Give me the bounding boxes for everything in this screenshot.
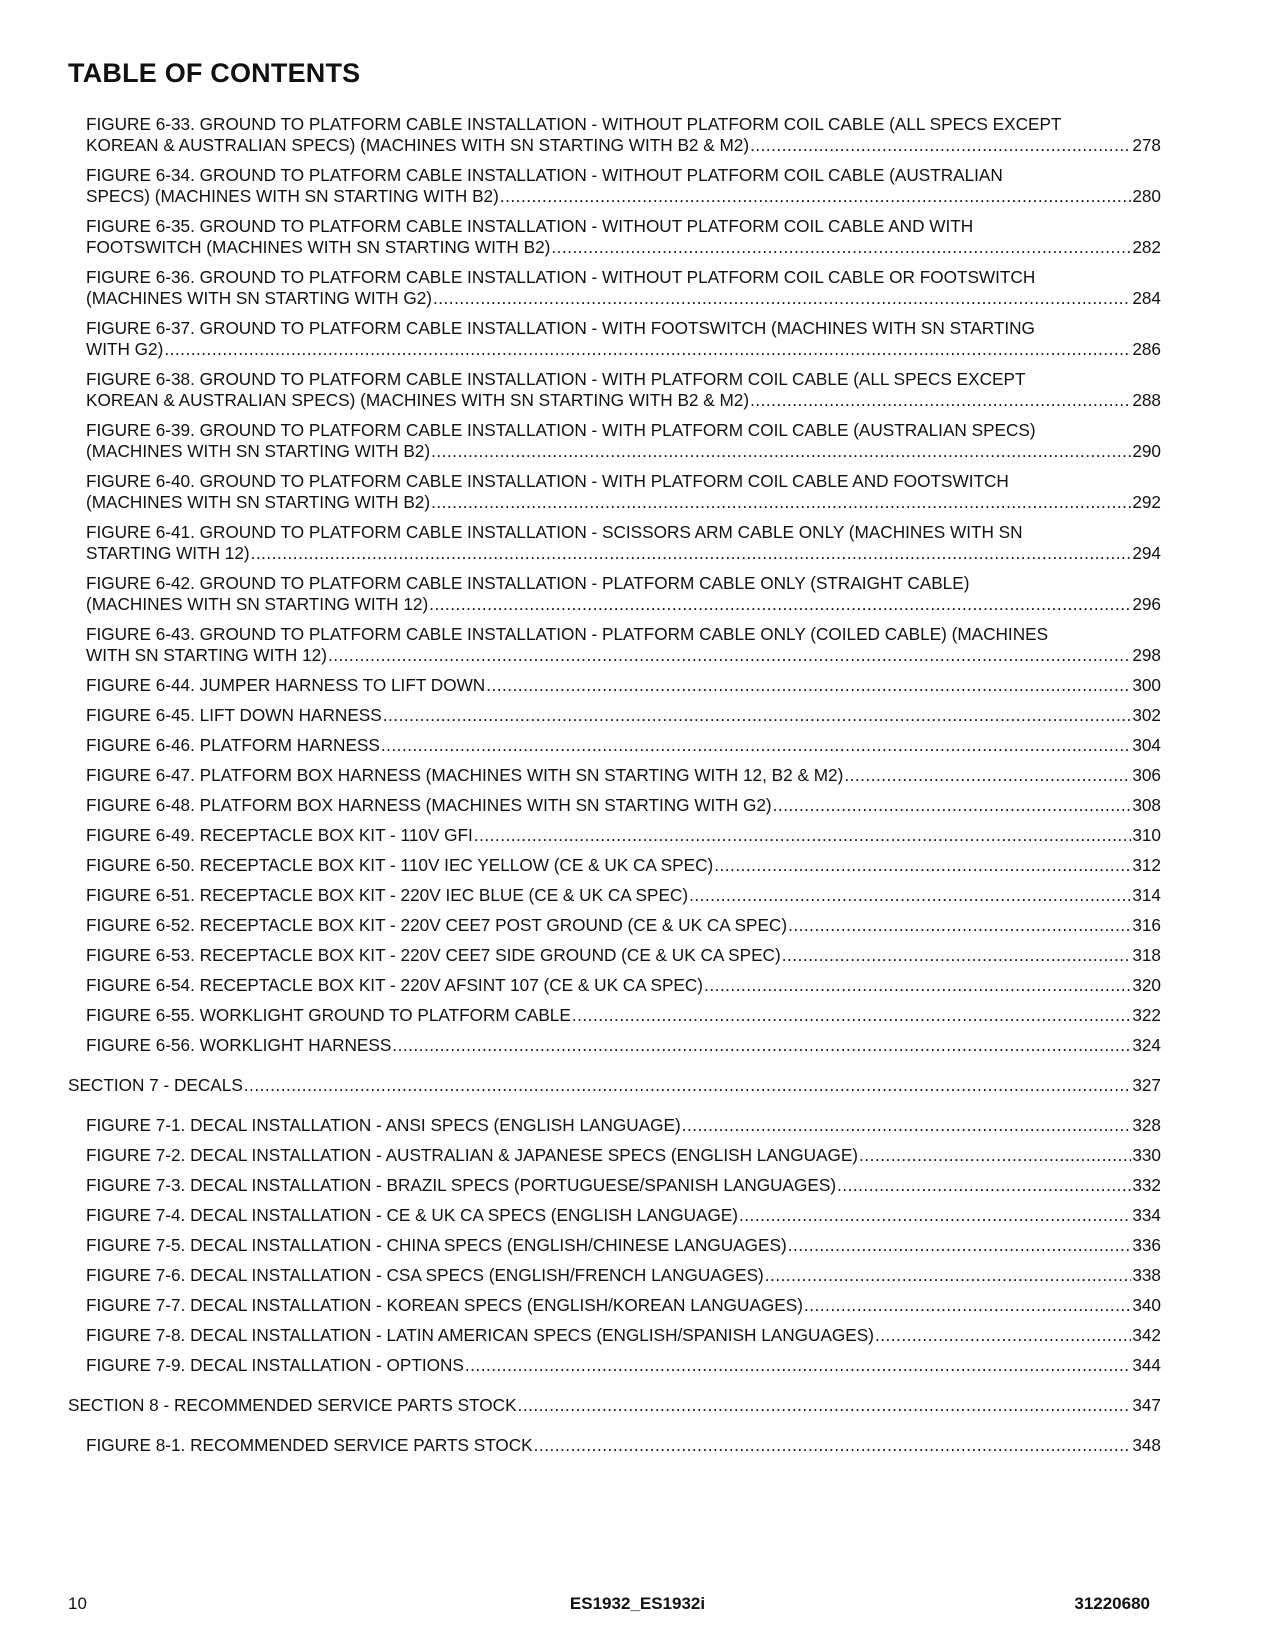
toc-page-number: 318 <box>1132 945 1161 965</box>
dot-leader <box>788 1235 1132 1256</box>
dot-leader <box>433 288 1131 309</box>
dot-leader <box>164 339 1131 360</box>
toc-page-number: 328 <box>1132 1115 1161 1135</box>
dot-leader <box>782 945 1132 966</box>
toc-figure-entry[interactable] <box>86 573 1161 615</box>
toc-entry-row <box>86 825 1161 846</box>
dot-leader <box>244 1075 1132 1096</box>
toc-entry-text: FIGURE 6-34. GROUND TO PLATFORM CABLE INSTALLATION - WITHOUT PLATFORM COIL CABLE (AUSTRALIAN <box>86 165 1003 185</box>
toc-entry-row <box>86 675 1161 696</box>
toc-entry-row <box>86 915 1161 936</box>
toc-page-number: 292 <box>1132 492 1161 512</box>
toc-entry-row <box>86 1205 1161 1226</box>
toc-entry-text: FIGURE 6-45. LIFT DOWN HARNESS <box>86 705 382 725</box>
toc-page-number: 342 <box>1132 1325 1161 1345</box>
toc-page-number: 334 <box>1132 1205 1161 1225</box>
dot-leader <box>328 645 1131 666</box>
toc-figure-entry[interactable] <box>86 915 1161 936</box>
toc-entry-row <box>86 237 1161 258</box>
dot-leader <box>383 705 1132 726</box>
toc-entry-text: STARTING WITH 12) <box>86 543 250 563</box>
toc-page-number: 298 <box>1132 645 1161 665</box>
toc-entry-text: FIGURE 8-1. RECOMMENDED SERVICE PARTS STOCK <box>86 1435 533 1455</box>
toc-page-number: 324 <box>1132 1035 1161 1055</box>
toc-entry-text: FIGURE 6-41. GROUND TO PLATFORM CABLE INSTALLATION - SCISSORS ARM CABLE ONLY (MACHINES WITH SN <box>86 522 1023 542</box>
toc-entry-row <box>86 1035 1161 1056</box>
toc-figure-entry[interactable] <box>86 318 1161 360</box>
toc-entry-row <box>86 765 1161 786</box>
toc-entry-text: FIGURE 7-8. DECAL INSTALLATION - LATIN AMERICAN SPECS (ENGLISH/SPANISH LANGUAGES) <box>86 1325 874 1345</box>
toc-entry-text: FIGURE 7-9. DECAL INSTALLATION - OPTIONS <box>86 1355 464 1375</box>
toc-page-number: 327 <box>1132 1075 1161 1095</box>
toc-page-number: 348 <box>1132 1435 1161 1455</box>
toc-entry-row <box>86 855 1161 876</box>
toc-entry-text: FIGURE 6-37. GROUND TO PLATFORM CABLE INSTALLATION - WITH FOOTSWITCH (MACHINES WITH SN STARTING <box>86 318 1035 338</box>
dot-leader <box>392 1035 1131 1056</box>
dot-leader <box>750 135 1131 156</box>
toc-page-number: 320 <box>1132 975 1161 995</box>
toc-figure-entry[interactable] <box>86 1115 1161 1136</box>
toc-figure-entry[interactable] <box>86 522 1161 564</box>
toc-entry-text: FIGURE 6-39. GROUND TO PLATFORM CABLE INSTALLATION - WITH PLATFORM COIL CABLE (AUSTRALIAN SPECS) <box>86 420 1036 440</box>
toc-figure-entry[interactable] <box>86 795 1161 816</box>
toc-figure-entry[interactable] <box>86 1145 1161 1166</box>
toc-entry-text: FIGURE 7-5. DECAL INSTALLATION - CHINA SPECS (ENGLISH/CHINESE LANGUAGES) <box>86 1235 787 1255</box>
page-title: TABLE OF CONTENTS <box>68 58 361 88</box>
toc-entry-row <box>86 1175 1161 1196</box>
toc-figure-entry[interactable] <box>86 420 1161 462</box>
toc-entry-text: KOREAN & AUSTRALIAN SPECS) (MACHINES WITH SN STARTING WITH B2 & M2) <box>86 135 750 155</box>
toc-entry-text: FIGURE 6-52. RECEPTACLE BOX KIT - 220V CEE7 POST GROUND (CE & UK CA SPEC) <box>86 915 788 935</box>
toc-page-number: 330 <box>1132 1145 1161 1165</box>
toc-figure-entry[interactable] <box>86 1005 1161 1026</box>
toc-entry-row <box>86 975 1161 996</box>
toc-entry-text: FIGURE 7-3. DECAL INSTALLATION - BRAZIL SPECS (PORTUGUESE/SPANISH LANGUAGES) <box>86 1175 837 1195</box>
toc-page-number: 347 <box>1132 1395 1161 1415</box>
toc-entry-text: (MACHINES WITH SN STARTING WITH B2) <box>86 441 431 461</box>
dot-leader <box>431 492 1131 513</box>
toc-page-number: 278 <box>1132 135 1161 155</box>
toc-entry-row <box>86 1115 1161 1136</box>
toc-page-number: 290 <box>1132 441 1161 461</box>
dot-leader <box>381 735 1131 756</box>
toc-page-number: 302 <box>1132 705 1161 725</box>
toc-entry-row <box>86 186 1161 207</box>
dot-leader <box>714 855 1131 876</box>
toc-page-number: 310 <box>1132 825 1161 845</box>
toc-entry-row <box>68 1075 1161 1096</box>
toc-figure-entry[interactable] <box>86 765 1161 786</box>
dot-leader <box>804 1295 1131 1316</box>
toc-entry-text: SPECS) (MACHINES WITH SN STARTING WITH B2) <box>86 186 499 206</box>
toc-entry-text: WITH G2) <box>86 339 164 359</box>
toc-page-number: 280 <box>1132 186 1161 206</box>
toc-page-number: 286 <box>1132 339 1161 359</box>
toc-entry-text: FIGURE 6-54. RECEPTACLE BOX KIT - 220V AFSINT 107 (CE & UK CA SPEC) <box>86 975 704 995</box>
table-of-contents <box>0 114 1275 1456</box>
toc-figure-entry[interactable] <box>86 165 1161 207</box>
toc-figure-entry[interactable] <box>86 855 1161 876</box>
dot-leader <box>572 1005 1131 1026</box>
toc-entry-row <box>86 645 1161 666</box>
toc-page-number: 344 <box>1132 1355 1161 1375</box>
toc-entry-text: FIGURE 6-43. GROUND TO PLATFORM CABLE INSTALLATION - PLATFORM CABLE ONLY (COILED CABLE) (MACHINES <box>86 624 1049 644</box>
toc-entry-row <box>86 795 1161 816</box>
toc-entry-text: FIGURE 6-56. WORKLIGHT HARNESS <box>86 1035 392 1055</box>
toc-figure-entry[interactable] <box>86 1265 1161 1286</box>
toc-entry-row <box>86 339 1161 360</box>
toc-figure-entry[interactable] <box>86 624 1161 666</box>
toc-entry-row <box>86 1435 1161 1456</box>
toc-page-number: 294 <box>1132 543 1161 563</box>
toc-figure-entry[interactable] <box>86 1435 1161 1456</box>
toc-entry-text: FIGURE 6-51. RECEPTACLE BOX KIT - 220V IEC BLUE (CE & UK CA SPEC) <box>86 885 689 905</box>
dot-leader <box>251 543 1132 564</box>
footer-page-number: 10 <box>68 1594 87 1613</box>
toc-entry-text: FIGURE 6-36. GROUND TO PLATFORM CABLE INSTALLATION - WITHOUT PLATFORM COIL CABLE OR FOOTSWITCH <box>86 267 1036 287</box>
toc-entry-row <box>86 1265 1161 1286</box>
toc-page-number: 336 <box>1132 1235 1161 1255</box>
toc-page-number: 322 <box>1132 1005 1161 1025</box>
toc-entry-row <box>86 543 1161 564</box>
dot-leader <box>765 1265 1132 1286</box>
toc-figure-entry[interactable] <box>86 216 1161 258</box>
toc-entry-row <box>86 705 1161 726</box>
toc-entry-text: KOREAN & AUSTRALIAN SPECS) (MACHINES WITH SN STARTING WITH B2 & M2) <box>86 390 750 410</box>
dot-leader <box>837 1175 1131 1196</box>
toc-page-number: 316 <box>1132 915 1161 935</box>
toc-entry-row <box>86 885 1161 906</box>
toc-page-number: 314 <box>1132 885 1161 905</box>
dot-leader <box>704 975 1131 996</box>
toc-entry-text: FIGURE 7-2. DECAL INSTALLATION - AUSTRALIAN & JAPANESE SPECS (ENGLISH LANGUAGE) <box>86 1145 859 1165</box>
toc-entry-row <box>86 735 1161 756</box>
dot-leader <box>773 795 1132 816</box>
toc-entry-text: SECTION 8 - RECOMMENDED SERVICE PARTS STOCK <box>68 1395 517 1415</box>
toc-section-entry[interactable] <box>68 1075 1161 1096</box>
toc-figure-entry[interactable] <box>86 975 1161 996</box>
toc-page-number: 296 <box>1132 594 1161 614</box>
dot-leader <box>486 675 1131 696</box>
toc-entry-row <box>86 1295 1161 1316</box>
dot-leader <box>518 1395 1132 1416</box>
toc-entry-text: (MACHINES WITH SN STARTING WITH 12) <box>86 594 429 614</box>
toc-entry-text: (MACHINES WITH SN STARTING WITH B2) <box>86 492 431 512</box>
toc-entry-text: FIGURE 7-4. DECAL INSTALLATION - CE & UK CA SPECS (ENGLISH LANGUAGE) <box>86 1205 738 1225</box>
toc-entry-row <box>86 492 1161 513</box>
toc-entry-row <box>86 390 1161 411</box>
toc-entry-row <box>86 288 1161 309</box>
toc-figure-entry[interactable] <box>86 1325 1161 1346</box>
toc-figure-entry[interactable] <box>86 1235 1161 1256</box>
toc-entry-text: SECTION 7 - DECALS <box>68 1075 243 1095</box>
dot-leader <box>551 237 1131 258</box>
footer-model: ES1932_ES1932i <box>569 1594 706 1613</box>
toc-page-number: 304 <box>1132 735 1161 755</box>
toc-page-number: 338 <box>1132 1265 1161 1285</box>
toc-figure-entry[interactable] <box>86 735 1161 756</box>
toc-entry-row <box>86 441 1161 462</box>
toc-figure-entry[interactable] <box>86 945 1161 966</box>
dot-leader <box>689 885 1131 906</box>
toc-entry-text: FIGURE 6-49. RECEPTACLE BOX KIT - 110V GFI <box>86 825 473 845</box>
dot-leader <box>859 1145 1131 1166</box>
dot-leader <box>739 1205 1131 1226</box>
toc-entry-text: FIGURE 6-55. WORKLIGHT GROUND TO PLATFORM CABLE <box>86 1005 571 1025</box>
toc-entry-text: FIGURE 6-40. GROUND TO PLATFORM CABLE INSTALLATION - WITH PLATFORM COIL CABLE AND FOOTSWITCH <box>86 471 1009 491</box>
toc-entry-text: FIGURE 6-47. PLATFORM BOX HARNESS (MACHINES WITH SN STARTING WITH 12, B2 & M2) <box>86 765 844 785</box>
toc-page-number: 340 <box>1132 1295 1161 1315</box>
toc-entry-row <box>86 1005 1161 1026</box>
toc-entry-row <box>86 1355 1161 1376</box>
toc-entry-text: FIGURE 7-7. DECAL INSTALLATION - KOREAN SPECS (ENGLISH/KOREAN LANGUAGES) <box>86 1295 803 1315</box>
dot-leader <box>431 441 1131 462</box>
toc-figure-entry[interactable] <box>86 1175 1161 1196</box>
dot-leader <box>750 390 1131 411</box>
dot-leader <box>844 765 1131 786</box>
toc-entry-row <box>68 1395 1161 1416</box>
dot-leader <box>429 594 1131 615</box>
toc-entry-text: FIGURE 6-48. PLATFORM BOX HARNESS (MACHINES WITH SN STARTING WITH G2) <box>86 795 772 815</box>
dot-leader <box>788 915 1131 936</box>
toc-entry-row <box>86 1325 1161 1346</box>
toc-figure-entry[interactable] <box>86 1355 1161 1376</box>
toc-figure-entry[interactable] <box>86 705 1161 726</box>
toc-entry-text: FIGURE 7-6. DECAL INSTALLATION - CSA SPECS (ENGLISH/FRENCH LANGUAGES) <box>86 1265 764 1285</box>
toc-figure-entry[interactable] <box>86 267 1161 309</box>
toc-entry-text: FIGURE 7-1. DECAL INSTALLATION - ANSI SPECS (ENGLISH LANGUAGE) <box>86 1115 681 1135</box>
dot-leader <box>474 825 1131 846</box>
toc-entry-text: FIGURE 6-42. GROUND TO PLATFORM CABLE INSTALLATION - PLATFORM CABLE ONLY (STRAIGHT CABLE) <box>86 573 970 593</box>
toc-figure-entry[interactable] <box>86 1035 1161 1056</box>
toc-entry-text: FIGURE 6-50. RECEPTACLE BOX KIT - 110V IEC YELLOW (CE & UK CA SPEC) <box>86 855 714 875</box>
toc-entry-row <box>86 135 1161 156</box>
toc-entry-text: FIGURE 6-33. GROUND TO PLATFORM CABLE INSTALLATION - WITHOUT PLATFORM COIL CABLE (ALL SPECS EXCEPT <box>86 114 1062 134</box>
dot-leader <box>534 1435 1132 1456</box>
toc-page-number: 306 <box>1132 765 1161 785</box>
dot-leader <box>465 1355 1131 1376</box>
toc-entry-text: FIGURE 6-44. JUMPER HARNESS TO LIFT DOWN <box>86 675 486 695</box>
dot-leader <box>500 186 1131 207</box>
toc-figure-entry[interactable] <box>86 825 1161 846</box>
toc-figure-entry[interactable] <box>86 114 1161 156</box>
toc-figure-entry[interactable] <box>86 1205 1161 1226</box>
toc-page-number: 288 <box>1132 390 1161 410</box>
toc-section-entry[interactable] <box>68 1395 1161 1416</box>
toc-entry-text: WITH SN STARTING WITH 12) <box>86 645 327 665</box>
toc-page-number: 312 <box>1132 855 1161 875</box>
toc-figure-entry[interactable] <box>86 885 1161 906</box>
toc-entry-row <box>86 594 1161 615</box>
toc-entry-text: FOOTSWITCH (MACHINES WITH SN STARTING WITH B2) <box>86 237 551 257</box>
toc-figure-entry[interactable] <box>86 675 1161 696</box>
toc-page-number: 300 <box>1132 675 1161 695</box>
toc-figure-entry[interactable] <box>86 1295 1161 1316</box>
footer-doc-number: 31220680 <box>1074 1594 1150 1613</box>
dot-leader <box>875 1325 1131 1346</box>
toc-entry-text: FIGURE 6-53. RECEPTACLE BOX KIT - 220V CEE7 SIDE GROUND (CE & UK CA SPEC) <box>86 945 781 965</box>
toc-page-number: 284 <box>1132 288 1161 308</box>
toc-page-number: 332 <box>1132 1175 1161 1195</box>
toc-page-number: 308 <box>1132 795 1161 815</box>
toc-figure-entry[interactable] <box>86 471 1161 513</box>
toc-entry-text: (MACHINES WITH SN STARTING WITH G2) <box>86 288 432 308</box>
toc-entry-row <box>86 1145 1161 1166</box>
toc-entry-row <box>86 1235 1161 1256</box>
toc-entry-text: FIGURE 6-46. PLATFORM HARNESS <box>86 735 380 755</box>
dot-leader <box>682 1115 1132 1136</box>
toc-figure-entry[interactable] <box>86 369 1161 411</box>
toc-entry-row <box>86 945 1161 966</box>
toc-page-number: 282 <box>1132 237 1161 257</box>
toc-entry-text: FIGURE 6-35. GROUND TO PLATFORM CABLE INSTALLATION - WITHOUT PLATFORM COIL CABLE AND WITH <box>86 216 974 236</box>
toc-entry-text: FIGURE 6-38. GROUND TO PLATFORM CABLE INSTALLATION - WITH PLATFORM COIL CABLE (ALL SPECS EXCEPT <box>86 369 1026 389</box>
